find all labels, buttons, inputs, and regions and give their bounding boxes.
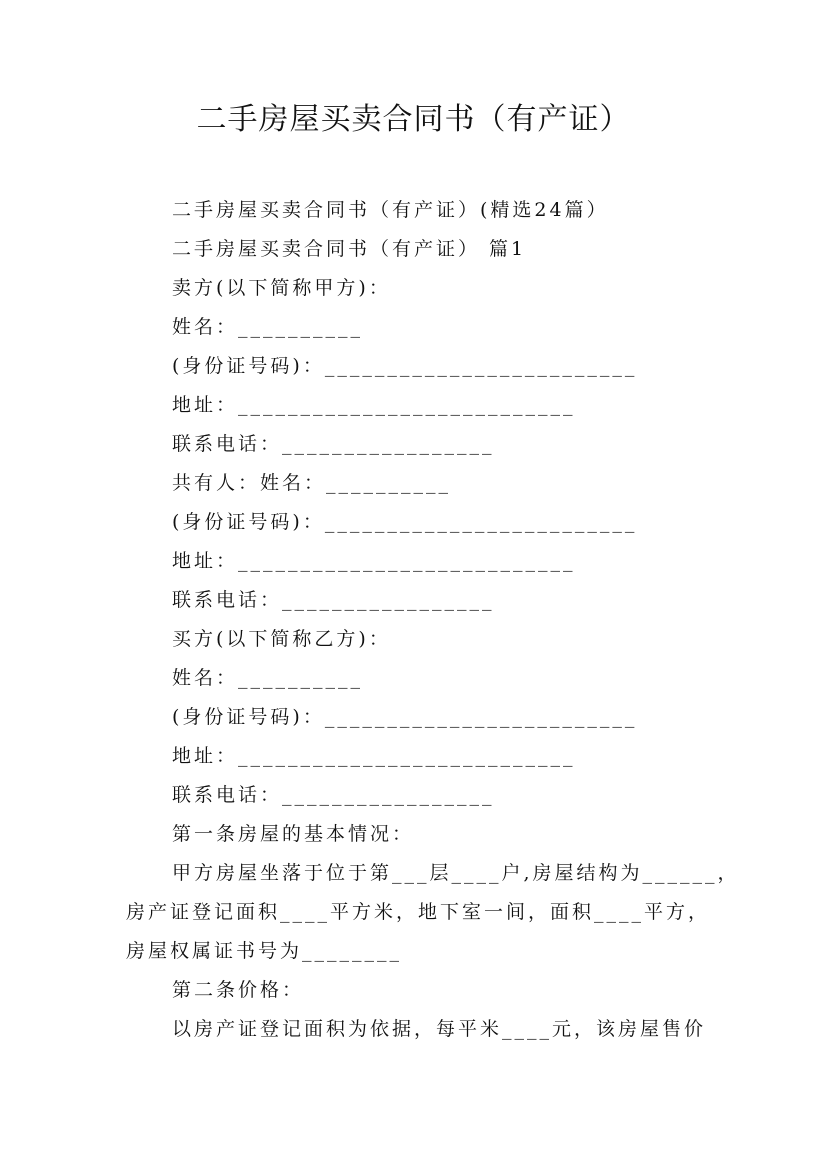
seller-heading: 卖方(以下简称甲方)： [172, 277, 391, 299]
co-owner-phone-field: 联系电话：_________________ [172, 589, 495, 611]
section-heading: 二手房屋买卖合同书（有产证） 篇1 [172, 238, 527, 260]
seller-id-field: (身份证号码)：_________________________ [172, 355, 638, 377]
article-1-heading: 第一条房屋的基本情况： [172, 823, 415, 845]
article-1-text: 甲方房屋坐落于位于第___层____户,房屋结构为______， [172, 862, 740, 884]
article-2-heading: 第二条价格： [172, 979, 305, 1001]
buyer-phone-field: 联系电话：_________________ [172, 784, 495, 806]
article-2-text: 以房产证登记面积为依据，每平米____元，该房屋售价 [172, 1018, 707, 1040]
seller-phone-field: 联系电话：_________________ [172, 433, 495, 455]
article-1-text-end: 房屋权属证书号为________ [126, 940, 403, 962]
article-1-text-cont: 房产证登记面积____平方米，地下室一间，面积____平方， [126, 901, 711, 923]
buyer-id-field: (身份证号码)：_________________________ [172, 706, 638, 728]
buyer-heading: 买方(以下简称乙方)： [172, 628, 391, 650]
document-title: 二手房屋买卖合同书（有产证） [196, 102, 631, 137]
subtitle-line: 二手房屋买卖合同书（有产证）(精选24篇） [172, 199, 609, 221]
buyer-address-field: 地址：___________________________ [172, 745, 576, 767]
co-owner-id-field: (身份证号码)：_________________________ [172, 511, 638, 533]
seller-address-field: 地址：___________________________ [172, 394, 576, 416]
co-owner-name-field: 共有人：姓名：__________ [172, 472, 452, 494]
co-owner-address-field: 地址：___________________________ [172, 550, 576, 572]
buyer-name-field: 姓名：__________ [172, 667, 364, 689]
seller-name-field: 姓名：__________ [172, 316, 364, 338]
